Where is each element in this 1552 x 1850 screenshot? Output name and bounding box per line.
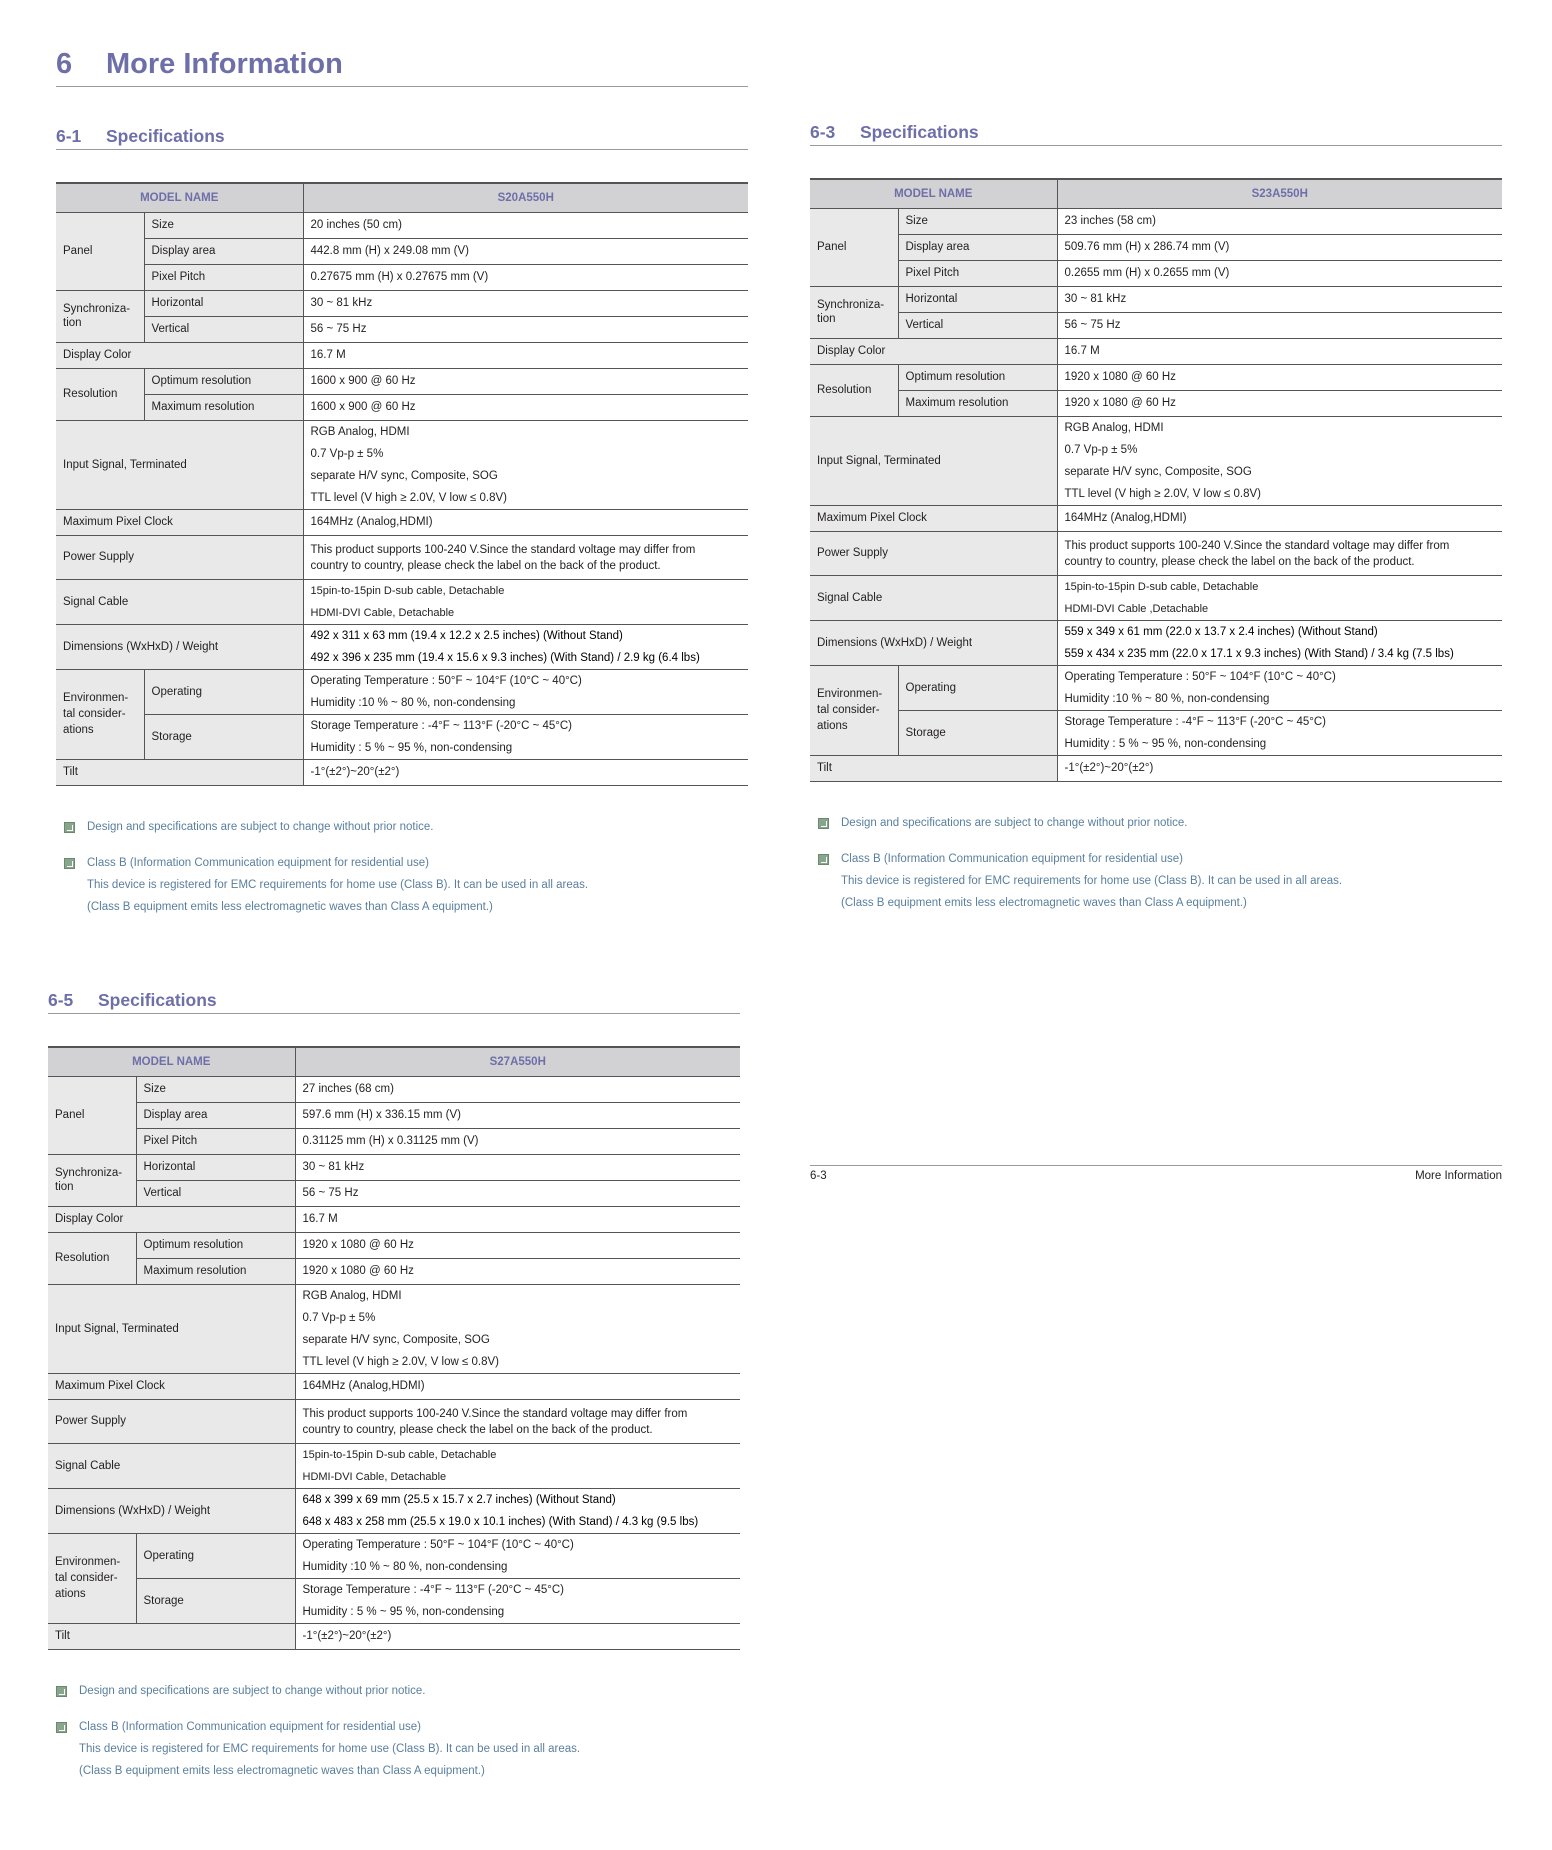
vertical-label: Vertical <box>136 1180 295 1206</box>
signal-cable-line: 15pin-to-15pin D-sub cable, Detachable <box>310 584 505 597</box>
table-row <box>56 342 748 368</box>
storage-line: Storage Temperature : -4°F ~ 113°F (-20°C ~ 45°C) <box>302 1583 565 1596</box>
section-6-1 <box>56 126 748 918</box>
note-item <box>810 848 1502 914</box>
signal-cable-value <box>303 579 748 624</box>
dimensions-line: 559 x 434 x 235 mm (22.0 x 17.1 x 9.3 inches) (With Stand) / 3.4 kg (7.5 lbs) <box>1064 647 1454 660</box>
table-row <box>810 390 1502 416</box>
horizontal-value: 30 ~ 81 kHz <box>303 290 748 316</box>
vertical-value: 56 ~ 75 Hz <box>303 316 748 342</box>
input-signal-line: separate H/V sync, Composite, SOG <box>310 469 498 482</box>
resolution-label: Resolution <box>48 1232 136 1284</box>
synchronization-label <box>810 286 898 338</box>
panel-label: Panel <box>48 1076 136 1154</box>
input-signal-line: RGB Analog, HDMI <box>310 425 410 438</box>
signal-cable-line: HDMI-DVI Cable ,Detachable <box>1064 602 1209 615</box>
table-row <box>48 1443 740 1488</box>
table-row <box>48 1284 740 1373</box>
table-row <box>56 669 748 714</box>
power-supply-value <box>1057 531 1502 575</box>
signal-cable-line: 15pin-to-15pin D-sub cable, Detachable <box>302 1448 497 1461</box>
power-supply-line: This product supports 100-240 V.Since the standard voltage may differ from <box>310 543 696 556</box>
power-supply-line: This product supports 100-240 V.Since the standard voltage may differ from <box>1064 539 1450 552</box>
signal-cable-label: Signal Cable <box>56 579 303 624</box>
section-title-text: Specifications <box>106 126 225 146</box>
notes <box>56 816 748 918</box>
horizontal-value: 30 ~ 81 kHz <box>295 1154 740 1180</box>
section-number: 6-3 <box>810 122 836 142</box>
operating-value <box>1057 665 1502 710</box>
table-row <box>810 505 1502 531</box>
spec-table <box>56 182 748 786</box>
table-row <box>56 509 748 535</box>
table-row <box>48 1488 740 1533</box>
power-supply-line: country to country, please check the label on the back of the product. <box>302 1423 653 1436</box>
note-item <box>56 852 748 918</box>
chapter-title <box>56 48 748 87</box>
operating-line: Operating Temperature : 50°F ~ 104°F (10°C ~ 40°C) <box>310 674 582 687</box>
synchronization-label <box>56 290 144 342</box>
sync-label-line: Synchroniza- <box>817 299 885 311</box>
operating-line: Operating Temperature : 50°F ~ 104°F (10°C ~ 40°C) <box>302 1538 574 1551</box>
operating-line: Humidity :10 % ~ 80 %, non-condensing <box>310 696 516 709</box>
vertical-value: 56 ~ 75 Hz <box>1057 312 1502 338</box>
storage-line: Storage Temperature : -4°F ~ 113°F (-20°C ~ 45°C) <box>310 719 573 732</box>
sync-label-line: tion <box>63 317 82 329</box>
table-row <box>48 1533 740 1578</box>
max-pixel-clock-value: 164MHz (Analog,HDMI) <box>1057 505 1502 531</box>
env-label-line: tal consider- <box>817 704 880 716</box>
note-text: (Class B equipment emits less electromagnetic waves than Class A equipment.) <box>841 896 1247 909</box>
pixel-pitch-value: 0.31125 mm (H) x 0.31125 mm (V) <box>295 1128 740 1154</box>
input-signal-line: TTL level (V high ≥ 2.0V, V low ≤ 0.8V) <box>1064 487 1261 500</box>
signal-cable-label: Signal Cable <box>48 1443 295 1488</box>
table-row <box>810 665 1502 710</box>
maximum-resolution-value: 1600 x 900 @ 60 Hz <box>303 394 748 420</box>
tilt-value: -1°(±2°)~20°(±2°) <box>303 759 748 785</box>
section-title-text: Specifications <box>98 990 217 1010</box>
storage-value <box>295 1578 740 1623</box>
sync-label-line: Synchroniza- <box>63 303 131 315</box>
table-row <box>810 416 1502 505</box>
table-row <box>48 1154 740 1180</box>
section-6-3 <box>810 122 1502 914</box>
sync-label-line: Synchroniza- <box>55 1167 123 1179</box>
footer-page-number: 6-3 <box>810 1170 827 1182</box>
signal-cable-line: 15pin-to-15pin D-sub cable, Detachable <box>1064 580 1259 593</box>
operating-value <box>303 669 748 714</box>
size-value: 20 inches (50 cm) <box>303 212 748 238</box>
vertical-label: Vertical <box>898 312 1057 338</box>
power-supply-label: Power Supply <box>56 535 303 579</box>
max-pixel-clock-value: 164MHz (Analog,HDMI) <box>303 509 748 535</box>
input-signal-line: separate H/V sync, Composite, SOG <box>302 1333 490 1346</box>
note-text: (Class B equipment emits less electromagnetic waves than Class A equipment.) <box>79 1764 485 1777</box>
chapter-number: 6 <box>56 48 73 80</box>
input-signal-line: RGB Analog, HDMI <box>302 1289 402 1302</box>
display-area-label: Display area <box>136 1102 295 1128</box>
panel-label: Panel <box>56 212 144 290</box>
note-item <box>48 1716 740 1782</box>
pixel-pitch-label: Pixel Pitch <box>898 260 1057 286</box>
operating-line: Humidity :10 % ~ 80 %, non-condensing <box>302 1560 508 1573</box>
pixel-pitch-value: 0.27675 mm (H) x 0.27675 mm (V) <box>303 264 748 290</box>
table-row <box>48 1373 740 1399</box>
storage-label: Storage <box>898 710 1057 755</box>
note-text: Design and specifications are subject to change without prior notice. <box>87 820 434 833</box>
input-signal-line: separate H/V sync, Composite, SOG <box>1064 465 1252 478</box>
note-text: Design and specifications are subject to change without prior notice. <box>79 1684 426 1697</box>
env-label-line: ations <box>63 724 94 736</box>
env-label-line: ations <box>55 1588 86 1600</box>
section-6-5 <box>48 990 740 1782</box>
table-row <box>48 1206 740 1232</box>
display-color-value: 16.7 M <box>1057 338 1502 364</box>
table-row <box>56 624 748 669</box>
operating-label: Operating <box>898 665 1057 710</box>
note-text: This device is registered for EMC requirements for home use (Class B). It can be used in all areas. <box>841 874 1343 887</box>
table-row <box>810 575 1502 620</box>
table-row <box>48 1102 740 1128</box>
dimensions-label: Dimensions (WxHxD) / Weight <box>810 620 1057 665</box>
table-row <box>810 338 1502 364</box>
input-signal-label: Input Signal, Terminated <box>48 1284 295 1373</box>
table-row <box>56 264 748 290</box>
env-label-line: Environmen- <box>817 688 883 700</box>
dimensions-label: Dimensions (WxHxD) / Weight <box>56 624 303 669</box>
env-label-line: ations <box>817 720 848 732</box>
table-row <box>56 420 748 509</box>
input-signal-line: TTL level (V high ≥ 2.0V, V low ≤ 0.8V) <box>302 1355 499 1368</box>
pixel-pitch-label: Pixel Pitch <box>144 264 303 290</box>
max-pixel-clock-label: Maximum Pixel Clock <box>810 505 1057 531</box>
dimensions-line: 559 x 349 x 61 mm (22.0 x 13.7 x 2.4 inches) (Without Stand) <box>1064 625 1378 638</box>
power-supply-line: This product supports 100-240 V.Since the standard voltage may differ from <box>302 1407 688 1420</box>
note-text: Class B (Information Communication equipment for residential use) <box>87 856 429 869</box>
optimum-resolution-value: 1600 x 900 @ 60 Hz <box>303 368 748 394</box>
note-text: This device is registered for EMC requirements for home use (Class B). It can be used in all areas. <box>87 878 589 891</box>
storage-value <box>1057 710 1502 755</box>
max-pixel-clock-label: Maximum Pixel Clock <box>48 1373 295 1399</box>
power-supply-label: Power Supply <box>48 1399 295 1443</box>
table-row <box>56 368 748 394</box>
optimum-resolution-label: Optimum resolution <box>898 364 1057 390</box>
table-row <box>810 531 1502 575</box>
display-area-label: Display area <box>144 238 303 264</box>
note-item <box>48 1680 740 1702</box>
table-row <box>810 260 1502 286</box>
table-row <box>810 710 1502 755</box>
optimum-resolution-value: 1920 x 1080 @ 60 Hz <box>1057 364 1502 390</box>
display-area-label: Display area <box>898 234 1057 260</box>
table-header-row <box>810 179 1502 208</box>
maximum-resolution-label: Maximum resolution <box>898 390 1057 416</box>
table-row <box>48 1578 740 1623</box>
table-row <box>48 1258 740 1284</box>
storage-label: Storage <box>144 714 303 759</box>
note-icon <box>56 1722 67 1733</box>
note-icon <box>64 822 75 833</box>
note-text: This device is registered for EMC requirements for home use (Class B). It can be used in all areas. <box>79 1742 581 1755</box>
section-number: 6-5 <box>48 990 74 1010</box>
note-text: Class B (Information Communication equipment for residential use) <box>841 852 1183 865</box>
table-row <box>56 579 748 624</box>
storage-line: Humidity : 5 % ~ 95 %, non-condensing <box>1064 737 1267 750</box>
spec-table <box>48 1046 740 1650</box>
max-pixel-clock-label: Maximum Pixel Clock <box>56 509 303 535</box>
table-row <box>810 620 1502 665</box>
storage-line: Storage Temperature : -4°F ~ 113°F (-20°C ~ 45°C) <box>1064 715 1327 728</box>
table-row <box>56 714 748 759</box>
notes <box>48 1680 740 1782</box>
input-signal-label: Input Signal, Terminated <box>810 416 1057 505</box>
input-signal-line: 0.7 Vp-p ± 5% <box>302 1311 376 1324</box>
size-value: 27 inches (68 cm) <box>295 1076 740 1102</box>
display-area-value: 442.8 mm (H) x 249.08 mm (V) <box>303 238 748 264</box>
operating-value <box>295 1533 740 1578</box>
page-footer <box>810 1165 1502 1182</box>
size-label: Size <box>136 1076 295 1102</box>
env-label-line: tal consider- <box>63 708 126 720</box>
section-title <box>810 122 1502 146</box>
model-name-header: MODEL NAME <box>48 1047 295 1076</box>
note-text: Class B (Information Communication equipment for residential use) <box>79 1720 421 1733</box>
horizontal-label: Horizontal <box>144 290 303 316</box>
display-color-label: Display Color <box>56 342 303 368</box>
table-row <box>56 316 748 342</box>
sync-label-line: tion <box>55 1181 74 1193</box>
panel-label: Panel <box>810 208 898 286</box>
display-color-value: 16.7 M <box>295 1206 740 1232</box>
vertical-value: 56 ~ 75 Hz <box>295 1180 740 1206</box>
note-icon <box>64 858 75 869</box>
storage-line: Humidity : 5 % ~ 95 %, non-condensing <box>302 1605 505 1618</box>
display-color-value: 16.7 M <box>303 342 748 368</box>
signal-cable-value <box>295 1443 740 1488</box>
maximum-resolution-value: 1920 x 1080 @ 60 Hz <box>295 1258 740 1284</box>
table-header-row <box>48 1047 740 1076</box>
horizontal-value: 30 ~ 81 kHz <box>1057 286 1502 312</box>
synchronization-label <box>48 1154 136 1206</box>
operating-line: Humidity :10 % ~ 80 %, non-condensing <box>1064 692 1270 705</box>
env-label-line: Environmen- <box>55 1556 121 1568</box>
table-row <box>810 286 1502 312</box>
operating-label: Operating <box>136 1533 295 1578</box>
display-area-value: 509.76 mm (H) x 286.74 mm (V) <box>1057 234 1502 260</box>
maximum-resolution-value: 1920 x 1080 @ 60 Hz <box>1057 390 1502 416</box>
table-row <box>56 759 748 785</box>
input-signal-value <box>295 1284 740 1373</box>
signal-cable-label: Signal Cable <box>810 575 1057 620</box>
environmental-label <box>48 1533 136 1623</box>
table-row <box>48 1623 740 1649</box>
tilt-value: -1°(±2°)~20°(±2°) <box>1057 755 1502 781</box>
section-title <box>56 126 748 150</box>
table-row <box>810 312 1502 338</box>
tilt-label: Tilt <box>810 755 1057 781</box>
optimum-resolution-label: Optimum resolution <box>144 368 303 394</box>
display-area-value: 597.6 mm (H) x 336.15 mm (V) <box>295 1102 740 1128</box>
table-row <box>56 212 748 238</box>
spec-table <box>810 178 1502 782</box>
display-color-label: Display Color <box>48 1206 295 1232</box>
note-icon <box>818 854 829 865</box>
max-pixel-clock-value: 164MHz (Analog,HDMI) <box>295 1373 740 1399</box>
storage-line: Humidity : 5 % ~ 95 %, non-condensing <box>310 741 513 754</box>
signal-cable-value <box>1057 575 1502 620</box>
power-supply-line: country to country, please check the label on the back of the product. <box>310 559 661 572</box>
model-value-header: S27A550H <box>295 1047 740 1076</box>
footer-chapter: More Information <box>1415 1170 1502 1182</box>
maximum-resolution-label: Maximum resolution <box>144 394 303 420</box>
optimum-resolution-label: Optimum resolution <box>136 1232 295 1258</box>
model-name-header: MODEL NAME <box>56 183 303 212</box>
table-row <box>810 755 1502 781</box>
section-title <box>48 990 740 1014</box>
section-number: 6-1 <box>56 126 82 146</box>
vertical-label: Vertical <box>144 316 303 342</box>
storage-label: Storage <box>136 1578 295 1623</box>
input-signal-value <box>1057 416 1502 505</box>
table-row <box>48 1232 740 1258</box>
note-item <box>56 816 748 838</box>
power-supply-value <box>303 535 748 579</box>
table-row <box>56 290 748 316</box>
env-label-line: tal consider- <box>55 1572 118 1584</box>
dimensions-label: Dimensions (WxHxD) / Weight <box>48 1488 295 1533</box>
model-name-header: MODEL NAME <box>810 179 1057 208</box>
optimum-resolution-value: 1920 x 1080 @ 60 Hz <box>295 1232 740 1258</box>
power-supply-label: Power Supply <box>810 531 1057 575</box>
table-row <box>56 535 748 579</box>
signal-cable-line: HDMI-DVI Cable, Detachable <box>310 606 455 619</box>
input-signal-line: 0.7 Vp-p ± 5% <box>310 447 384 460</box>
table-row <box>48 1180 740 1206</box>
note-icon <box>818 818 829 829</box>
note-text: Design and specifications are subject to change without prior notice. <box>841 816 1188 829</box>
table-row <box>810 234 1502 260</box>
resolution-label: Resolution <box>56 368 144 420</box>
input-signal-line: TTL level (V high ≥ 2.0V, V low ≤ 0.8V) <box>310 491 507 504</box>
model-value-header: S20A550H <box>303 183 748 212</box>
maximum-resolution-label: Maximum resolution <box>136 1258 295 1284</box>
signal-cable-line: HDMI-DVI Cable, Detachable <box>302 1470 447 1483</box>
input-signal-label: Input Signal, Terminated <box>56 420 303 509</box>
pixel-pitch-label: Pixel Pitch <box>136 1128 295 1154</box>
table-header-row <box>56 183 748 212</box>
input-signal-line: 0.7 Vp-p ± 5% <box>1064 443 1138 456</box>
tilt-label: Tilt <box>56 759 303 785</box>
tilt-label: Tilt <box>48 1623 295 1649</box>
tilt-value: -1°(±2°)~20°(±2°) <box>295 1623 740 1649</box>
horizontal-label: Horizontal <box>898 286 1057 312</box>
note-text: (Class B equipment emits less electromagnetic waves than Class A equipment.) <box>87 900 493 913</box>
display-color-label: Display Color <box>810 338 1057 364</box>
environmental-label <box>56 669 144 759</box>
section-title-text: Specifications <box>860 122 979 142</box>
size-value: 23 inches (58 cm) <box>1057 208 1502 234</box>
dimensions-line: 648 x 399 x 69 mm (25.5 x 15.7 x 2.7 inches) (Without Stand) <box>302 1493 616 1506</box>
dimensions-value <box>303 624 748 669</box>
notes <box>810 812 1502 914</box>
size-label: Size <box>144 212 303 238</box>
chapter-title-text: More Information <box>106 48 343 80</box>
sync-label-line: tion <box>817 313 836 325</box>
input-signal-line: RGB Analog, HDMI <box>1064 421 1164 434</box>
environmental-label <box>810 665 898 755</box>
input-signal-value <box>303 420 748 509</box>
table-row <box>56 394 748 420</box>
table-row <box>48 1128 740 1154</box>
dimensions-line: 492 x 311 x 63 mm (19.4 x 12.2 x 2.5 inches) (Without Stand) <box>310 629 623 642</box>
operating-label: Operating <box>144 669 303 714</box>
dimensions-value <box>1057 620 1502 665</box>
storage-value <box>303 714 748 759</box>
table-row <box>48 1076 740 1102</box>
pixel-pitch-value: 0.2655 mm (H) x 0.2655 mm (V) <box>1057 260 1502 286</box>
table-row <box>810 364 1502 390</box>
dimensions-value <box>295 1488 740 1533</box>
power-supply-value <box>295 1399 740 1443</box>
dimensions-line: 492 x 396 x 235 mm (19.4 x 15.6 x 9.3 inches) (With Stand) / 2.9 kg (6.4 lbs) <box>310 651 700 664</box>
size-label: Size <box>898 208 1057 234</box>
note-item <box>810 812 1502 834</box>
env-label-line: Environmen- <box>63 692 129 704</box>
dimensions-line: 648 x 483 x 258 mm (25.5 x 19.0 x 10.1 inches) (With Stand) / 4.3 kg (9.5 lbs) <box>302 1515 699 1528</box>
horizontal-label: Horizontal <box>136 1154 295 1180</box>
resolution-label: Resolution <box>810 364 898 416</box>
power-supply-line: country to country, please check the label on the back of the product. <box>1064 555 1415 568</box>
model-value-header: S23A550H <box>1057 179 1502 208</box>
table-row <box>810 208 1502 234</box>
table-row <box>56 238 748 264</box>
note-icon <box>56 1686 67 1697</box>
table-row <box>48 1399 740 1443</box>
operating-line: Operating Temperature : 50°F ~ 104°F (10°C ~ 40°C) <box>1064 670 1336 683</box>
